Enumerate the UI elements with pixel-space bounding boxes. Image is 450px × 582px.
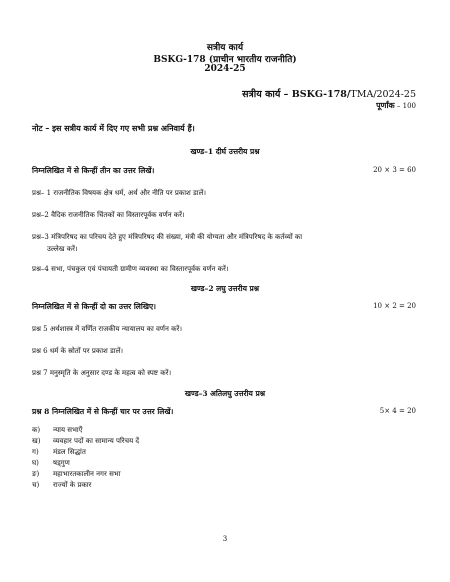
reference-code: BSKG-178/: [291, 89, 351, 100]
instructions-note: नोट – इस सत्रीय कार्य में दिए गए सभी प्रश्न अनिवार्य हैं।: [32, 123, 195, 133]
question-5: प्रश्न 5 अर्थशास्त्र में वर्णित राजकीय न्यायालय का वर्णन करें।: [32, 325, 182, 333]
reference-prefix: सत्रीय कार्य –: [242, 89, 292, 100]
section-3-marks: 5× 4 = 20: [379, 407, 416, 415]
section-2-marks: 10 × 2 = 20: [373, 302, 416, 310]
item-label-kha: ख): [32, 437, 41, 445]
max-marks-value: – 100: [394, 102, 416, 110]
item-text-cha: राज्यों के प्रकार: [53, 481, 92, 489]
item-text-ka: न्याय सभाएँ: [53, 426, 83, 434]
question-3: प्रश्न–3 मंत्रिपरिषद का परिचय देते हुए मंत्रिपरिषद की संख्या, मंत्री की योग्यता और मंत्रिपरिषद के कर्तव्यों का: [32, 233, 303, 241]
session-year: 2024-25: [204, 64, 246, 74]
course-title: BSKG-178 (प्राचीन भारतीय राजनीति): [153, 55, 297, 65]
assignment-reference: [242, 87, 416, 100]
section-3-heading: खण्ड–3 अतिलघु उत्तरीय प्रश्न: [184, 389, 266, 398]
max-marks: [376, 100, 416, 111]
item-text-gha: षड्गुण: [53, 459, 70, 467]
page-number: 3: [222, 535, 228, 543]
item-label-ga: ग): [32, 448, 39, 456]
question-3-continued: उल्लेख करें।: [47, 245, 78, 253]
question-2: प्रश्न–2 वैदिक राजनीतिक चिंतकों का विस्तारपूर्वक वर्णन करें।: [32, 211, 185, 219]
max-marks-label: पूर्णांक: [376, 100, 395, 110]
item-text-kha: व्यवहार पदों का सामान्य परिचय दें: [53, 437, 140, 445]
item-label-nga: ङ): [32, 470, 40, 478]
section-1-instruction: निम्नलिखित में से किन्हीं तीन का उत्तर लिखें।: [32, 166, 155, 175]
question-6: प्रश्न 6 धर्म के स्रोतों पर प्रकाश डालें।: [32, 347, 123, 355]
section-2-instruction: निम्नलिखित में से किन्हीं दो का उत्तर लिखिए।: [32, 302, 156, 311]
item-label-gha: घ): [32, 459, 39, 467]
reference-tail: TMA/2024-25: [350, 89, 416, 100]
section-1-marks: 20 × 3 = 60: [373, 166, 416, 174]
item-text-nga: महाभारतकालीन नगर सभा: [53, 470, 121, 478]
item-label-cha: च): [32, 481, 40, 489]
section-1-heading: खण्ड–1 दीर्घ उत्तरीय प्रश्न: [190, 147, 260, 156]
item-label-ka: क): [32, 426, 41, 434]
section-3-instruction: प्रश्न 8 निम्नलिखित में से किन्हीं चार पर उत्तर लिखें।: [32, 407, 174, 416]
question-7: प्रश्न 7 मनुस्मृति के अनुसार दण्ड के महत्व को स्पष्ट करें।: [32, 369, 172, 377]
item-text-ga: मंडल सिद्धांत: [53, 448, 86, 456]
question-4: प्रश्न–4 सभा, पंचकुल एवं पंचायती ग्रामीण व्यवस्था का विस्तारपूर्वक वर्णन करें।: [32, 265, 229, 273]
assignment-title: सत्रीय कार्य: [206, 43, 244, 53]
question-1: प्रश्न– 1 राजनीतिक विषयक क्षेत्र धर्म, अर्थ और नीति पर प्रकाश डालें।: [32, 189, 206, 197]
section-2-heading: खण्ड–2 लघु उत्तरीय प्रश्न: [190, 284, 260, 293]
